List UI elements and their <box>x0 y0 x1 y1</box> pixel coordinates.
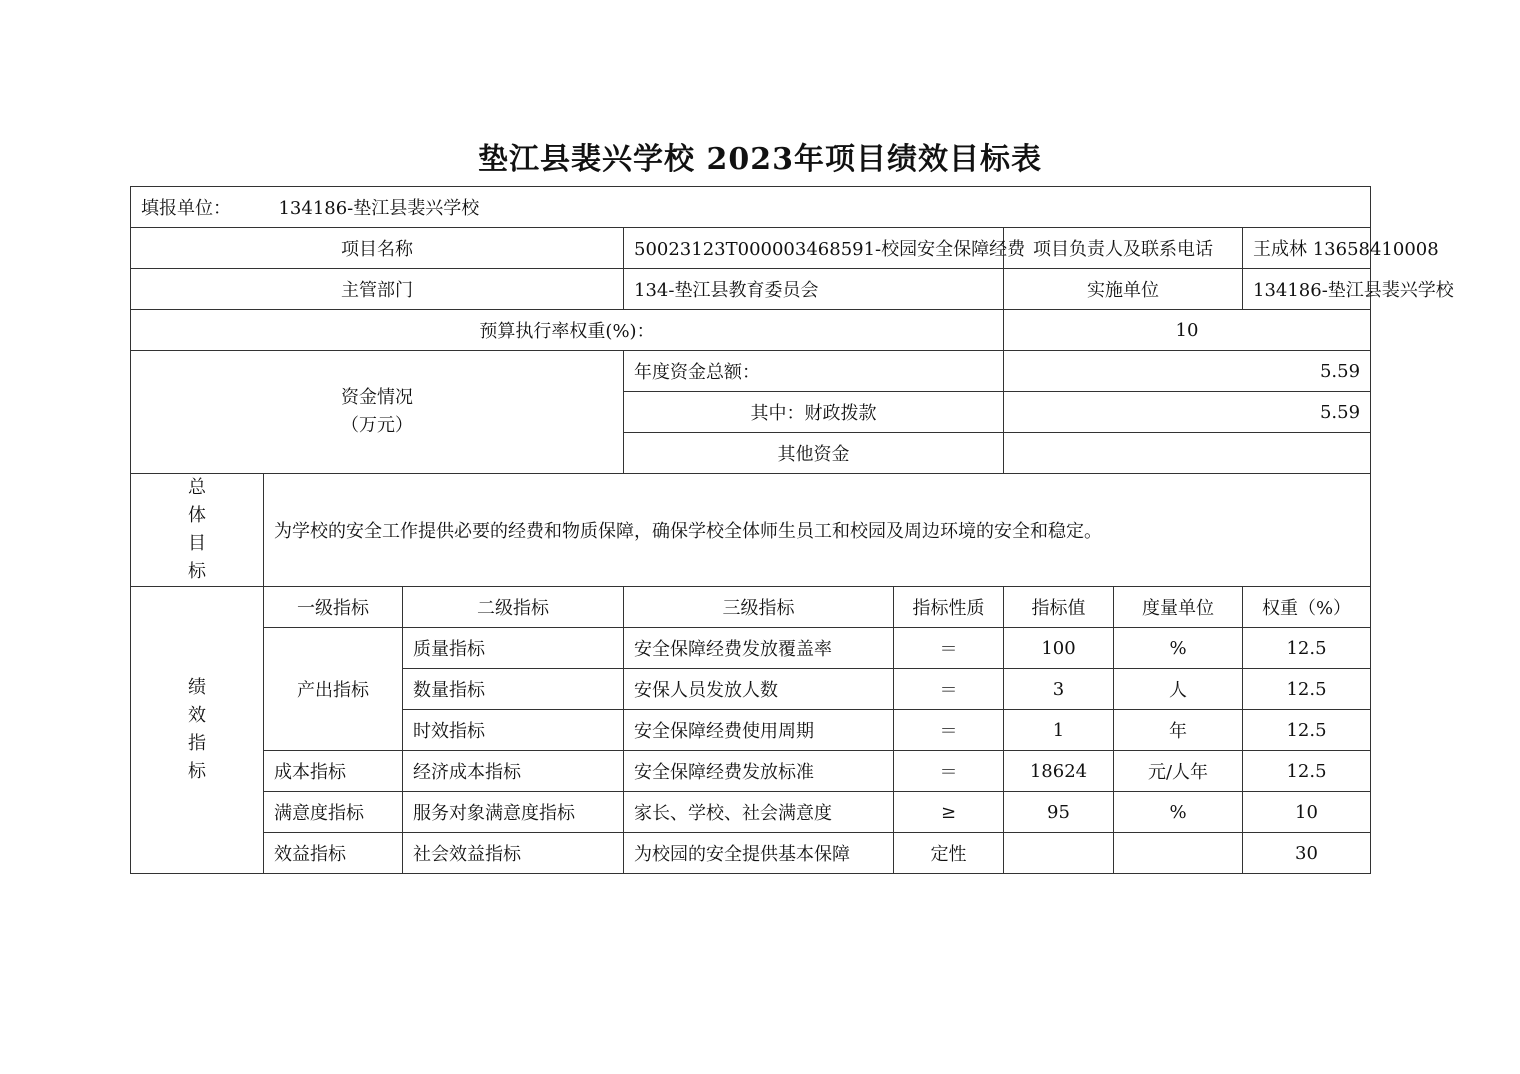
funds-total-value: 5.59 <box>1004 351 1371 392</box>
perf-header-row <box>131 587 1371 628</box>
budget-weight-row <box>131 310 1371 351</box>
dept-label: 主管部门 <box>131 269 624 310</box>
row-level2: 时效指标 <box>403 710 624 751</box>
row-level1: 成本指标 <box>264 751 403 792</box>
goal-label-cell <box>131 474 264 587</box>
row-unit <box>1114 833 1243 874</box>
row-level3: 为校园的安全提供基本保障 <box>624 833 894 874</box>
funds-label <box>131 351 624 474</box>
perf-label-cell <box>131 587 264 874</box>
table-row <box>131 751 1371 792</box>
row-value <box>1004 833 1114 874</box>
output-indicator-label: 产出指标 <box>264 628 403 751</box>
row-nature: ＝ <box>894 669 1004 710</box>
row-level2: 质量指标 <box>403 628 624 669</box>
row-weight: 30 <box>1243 833 1371 874</box>
funds-fiscal-label: 其中：财政拨款 <box>624 392 1004 433</box>
row-weight: 12.5 <box>1243 751 1371 792</box>
row-weight: 12.5 <box>1243 710 1371 751</box>
row-value: 18624 <box>1004 751 1114 792</box>
table-row <box>131 792 1371 833</box>
row-level3: 安全保障经费使用周期 <box>624 710 894 751</box>
page-title: 垫江县裴兴学校 2023年项目绩效目标表 <box>478 142 1042 177</box>
header-weight: 权重（%） <box>1243 587 1371 628</box>
row-unit: 元/人年 <box>1114 751 1243 792</box>
row-level2: 服务对象满意度指标 <box>403 792 624 833</box>
funds-other-label: 其他资金 <box>624 433 1004 474</box>
header-level2: 二级指标 <box>403 587 624 628</box>
table-row <box>131 628 1371 669</box>
row-unit: 年 <box>1114 710 1243 751</box>
project-name-row <box>131 228 1371 269</box>
manager-value: 王成林 13658410008 <box>1243 228 1371 269</box>
row-value: 1 <box>1004 710 1114 751</box>
funds-label-line1: 资金情况 <box>341 387 413 408</box>
fill-unit-value: 134186-垫江县裴兴学校 <box>278 198 480 219</box>
fill-unit-label: 填报单位： <box>141 198 231 219</box>
perf-label: 绩效指标 <box>188 677 206 782</box>
project-name-label: 项目名称 <box>131 228 624 269</box>
row-nature: ＝ <box>894 628 1004 669</box>
row-unit: % <box>1114 792 1243 833</box>
table-row <box>131 833 1371 874</box>
manager-label: 项目负责人及联系电话 <box>1004 228 1243 269</box>
row-level2: 社会效益指标 <box>403 833 624 874</box>
row-weight: 12.5 <box>1243 628 1371 669</box>
row-level2: 经济成本指标 <box>403 751 624 792</box>
fill-unit-cell <box>131 187 1371 228</box>
budget-weight-value: 10 <box>1004 310 1371 351</box>
fill-unit-row <box>131 187 1371 228</box>
goal-text: 为学校的安全工作提供必要的经费和物质保障，确保学校全体师生员工和校园及周边环境的安全和稳定。 <box>264 474 1371 587</box>
header-nature: 指标性质 <box>894 587 1004 628</box>
row-value: 100 <box>1004 628 1114 669</box>
row-unit: % <box>1114 628 1243 669</box>
row-nature: ＝ <box>894 751 1004 792</box>
impl-value: 134186-垫江县裴兴学校 <box>1243 269 1371 310</box>
budget-weight-label: 预算执行率权重(%)： <box>131 310 1004 351</box>
row-weight: 10 <box>1243 792 1371 833</box>
row-value: 3 <box>1004 669 1114 710</box>
row-nature: ≥ <box>894 792 1004 833</box>
row-unit: 人 <box>1114 669 1243 710</box>
row-level1: 满意度指标 <box>264 792 403 833</box>
funds-total-label: 年度资金总额： <box>624 351 1004 392</box>
row-level3: 安全保障经费发放覆盖率 <box>624 628 894 669</box>
funds-total-row <box>131 351 1371 392</box>
project-name-value: 50023123T000003468591-校园安全保障经费 <box>624 228 1004 269</box>
header-unit: 度量单位 <box>1114 587 1243 628</box>
row-level3: 安保人员发放人数 <box>624 669 894 710</box>
funds-other-value <box>1004 433 1371 474</box>
row-level2: 数量指标 <box>403 669 624 710</box>
row-weight: 12.5 <box>1243 669 1371 710</box>
goal-row <box>131 474 1371 587</box>
row-level1: 效益指标 <box>264 833 403 874</box>
row-level3: 安全保障经费发放标准 <box>624 751 894 792</box>
row-nature: 定性 <box>894 833 1004 874</box>
row-level3: 家长、学校、社会满意度 <box>624 792 894 833</box>
header-level3: 三级指标 <box>624 587 894 628</box>
dept-value: 134-垫江县教育委员会 <box>624 269 1004 310</box>
goal-label: 总体目标 <box>188 477 206 582</box>
dept-row <box>131 269 1371 310</box>
funds-label-line2: （万元） <box>341 415 413 436</box>
header-level1: 一级指标 <box>264 587 403 628</box>
row-value: 95 <box>1004 792 1114 833</box>
header-value: 指标值 <box>1004 587 1114 628</box>
performance-target-table <box>130 186 1454 874</box>
row-nature: ＝ <box>894 710 1004 751</box>
funds-fiscal-value: 5.59 <box>1004 392 1371 433</box>
impl-label: 实施单位 <box>1004 269 1243 310</box>
